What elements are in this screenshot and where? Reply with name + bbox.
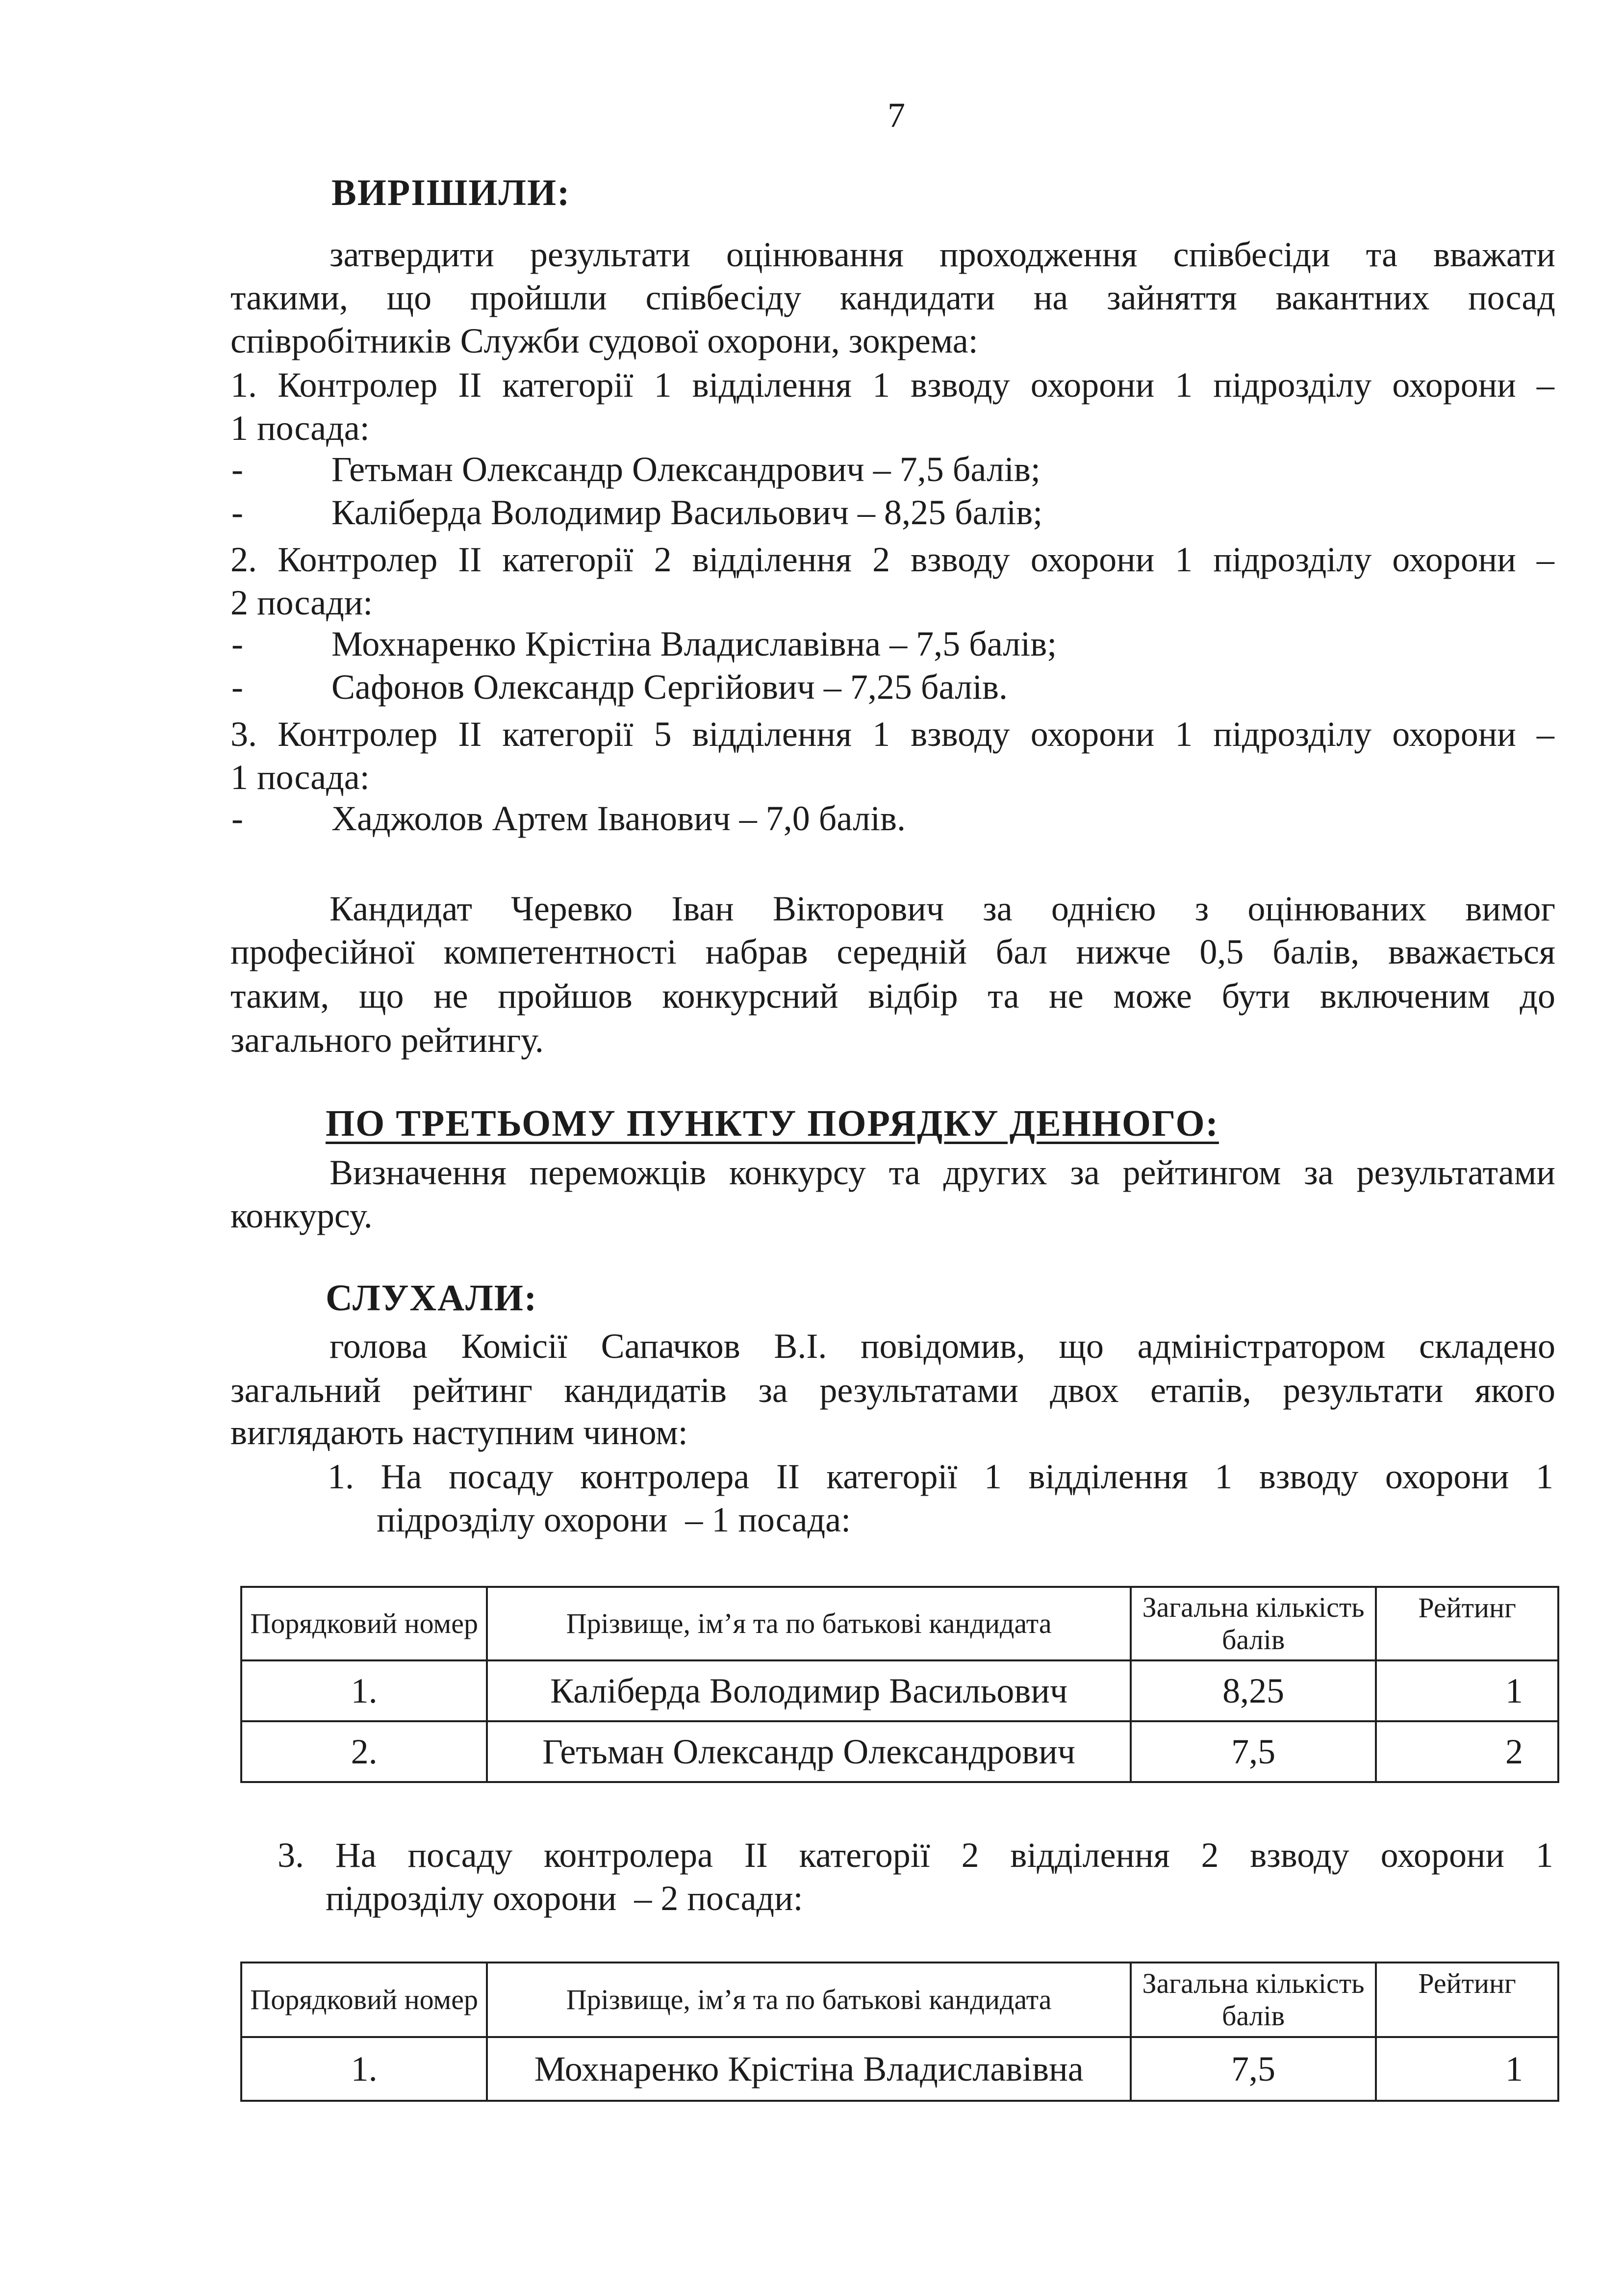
word: підрозділу [1213,540,1372,579]
word: Контролер [278,365,438,405]
row-name: Гетьман Олександр Олександрович [487,1721,1131,1782]
word: охорони [1385,1457,1509,1496]
header-cell-name: Прізвище, ім’я та по батькові кандидата [487,1963,1131,2037]
word: Визначення [330,1153,507,1192]
word: результати [1283,1371,1444,1410]
word: відбір [868,976,958,1016]
word: Іван [671,889,734,928]
row-score: 7,5 [1131,1721,1376,1782]
word: 2 [1201,1835,1219,1875]
header-cell-number: Порядковий номер [241,1587,487,1660]
word: взводу [1250,1835,1349,1875]
word: що [1059,1326,1104,1366]
word: 2. [230,540,257,579]
word: 1 [1175,540,1193,579]
row-rating: 1 [1376,2037,1558,2101]
position-2-title [230,537,1554,582]
word: ІІ [744,1835,768,1875]
word: вважати [1433,235,1555,274]
word: 1 [872,365,890,405]
row-number: 2. [241,1721,487,1782]
word: 1. [230,365,257,405]
word: посаду [407,1835,513,1875]
word: охорони [1380,1835,1505,1875]
word: 1 [872,714,890,754]
word: Сапачков [601,1326,740,1366]
word: взводу [911,365,1010,405]
word: охорони [1392,714,1516,754]
word: оцінювання [726,235,904,274]
word: загальний [230,1371,381,1410]
word: Черевко [511,889,633,928]
word: що [359,976,404,1016]
word: відділення [1028,1457,1188,1496]
word: категорії [799,1835,930,1875]
row-name: Каліберда Володимир Васильович [487,1660,1131,1721]
word: рейтинг [412,1371,533,1410]
word: На [335,1835,377,1875]
word: посаду [448,1457,554,1496]
word: Кандидат [330,889,472,928]
word: 1 [984,1457,1002,1496]
word: за [1304,1153,1334,1192]
position-1-candidate-2: Каліберда Володимир Васильович – 8,25 балів; [331,493,1043,532]
list-dash: - [231,799,243,838]
position-1-count: 1 посада: [230,408,370,448]
word: охорони [1392,365,1516,405]
third-item-line-1 [330,1150,1555,1195]
word: співбесіду [645,278,802,317]
word: за [758,1371,788,1410]
word: 3. [278,1835,304,1875]
word: підрозділу [1213,365,1372,405]
row-score: 7,5 [1131,2037,1376,2101]
word: відділення [692,714,852,754]
rating-block-1-subtitle: підрозділу охорони – 1 посада: [377,1500,851,1539]
word: категорії [502,540,634,579]
row-rating: 1 [1376,1660,1558,1721]
header-cell-score: Загальна кількість балів [1131,1587,1376,1660]
position-1-candidate-1: Гетьман Олександр Олександрович – 7,5 балів; [331,450,1040,489]
word: адміністратором [1137,1326,1386,1366]
word: вимог [1465,889,1555,928]
word: Комісії [461,1326,567,1366]
word: компетентності [443,932,677,971]
word: категорії [502,365,634,405]
third-item-heading: ПО ТРЕТЬОМУ ПУНКТУ ПОРЯДКУ ДЕННОГО: [326,1103,1219,1144]
word: В.І. [774,1326,827,1366]
word: етапів, [1150,1371,1251,1410]
word: контролера [544,1835,713,1875]
word: повідомив, [861,1326,1025,1366]
table-row [241,2037,1558,2101]
row-score: 8,25 [1131,1660,1376,1721]
word: бал [995,932,1047,971]
header-cell-name: Прізвище, ім’я та по батькові кандидата [487,1587,1131,1660]
position-2-count: 2 посади: [230,583,373,622]
word: двох [1050,1371,1119,1410]
row-number: 1. [241,1660,487,1721]
word: 3. [230,714,257,754]
word: ІІ [458,365,482,405]
word: бути [1221,976,1291,1016]
word: Контролер [278,714,438,754]
word: зайняття [1107,278,1237,317]
word: охорони [1030,540,1155,579]
word: – [1536,365,1554,405]
word: середній [837,932,967,971]
rating-block-1-title [328,1454,1553,1499]
word: результатами [1356,1153,1555,1192]
word: що [386,278,432,317]
word: на [1033,278,1068,317]
word: голова [330,1326,428,1366]
word: конкурсний [662,976,838,1016]
word: вважається [1388,932,1555,971]
table-row [241,1721,1558,1782]
word: рейтингом [1122,1153,1281,1192]
list-dash: - [231,450,243,489]
list-dash: - [231,667,243,707]
word: 1 [1175,365,1193,405]
word: – [1536,714,1554,754]
word: підрозділу [1213,714,1372,754]
word: Вікторович [772,889,944,928]
table-row [241,1660,1558,1721]
list-dash: - [231,624,243,663]
word: охорони [1030,714,1155,754]
word: співбесіди [1173,235,1330,274]
word: нижче [1076,932,1171,971]
word: такими, [230,278,348,317]
heard-line-3: виглядають наступним чином: [230,1413,688,1452]
word: пройшли [470,278,607,317]
word: 1 [654,365,672,405]
heard-line-1 [330,1324,1555,1368]
excluded-line-2 [230,930,1555,974]
position-3-title [230,712,1554,756]
word: взводу [911,714,1010,754]
word: переможців [529,1153,707,1192]
word: На [381,1457,422,1496]
header-cell-rating: Рейтинг [1376,1587,1558,1660]
word: не [433,976,468,1016]
word: набрав [705,932,808,971]
word: контролера [580,1457,750,1496]
header-cell-number: Порядковий номер [241,1963,487,2037]
word: таким, [230,976,330,1016]
position-1-title [230,363,1554,407]
word: кандидатів [564,1371,727,1410]
list-dash: - [231,493,243,532]
word: оцінюваних [1247,889,1427,928]
word: якого [1474,1371,1555,1410]
word: не [1049,976,1084,1016]
header-cell-rating: Рейтинг [1376,1963,1558,2037]
row-number: 1. [241,2037,487,2101]
decided-intro-line-3: співробітників Служби судової охорони, зокрема: [230,321,978,360]
word: 1 [1535,1457,1553,1496]
word: конкурсу [729,1153,866,1192]
word: категорії [502,714,634,754]
rating-block-2-subtitle: підрозділу охорони – 2 посади: [326,1879,803,1918]
word: 5 [654,714,672,754]
word: відділення [692,540,852,579]
header-cell-score: Загальна кількість балів [1131,1963,1376,2037]
word: балів, [1272,932,1360,971]
word: 1. [328,1457,354,1496]
word: до [1520,976,1555,1016]
word: складено [1419,1326,1555,1366]
word: 2 [872,540,890,579]
word: взводу [1259,1457,1359,1496]
table-header-row [241,1587,1558,1660]
excluded-line-3 [230,974,1555,1018]
position-3-count: 1 посада: [230,758,370,797]
word: 1 [1535,1835,1553,1875]
rating-block-2-title [278,1833,1553,1877]
decided-intro-line-1 [330,232,1555,277]
word: за [983,889,1013,928]
word: з [1194,889,1209,928]
excluded-line-4: загального рейтингу. [230,1020,544,1060]
word: охорони [1392,540,1516,579]
decided-heading: ВИРІШИЛИ: [331,172,571,213]
word: охорони [1030,365,1155,405]
word: результатами [819,1371,1018,1410]
word: посад [1468,278,1555,317]
word: результати [530,235,690,274]
word: та [1366,235,1398,274]
word: 2 [654,540,672,579]
word: за [1070,1153,1100,1192]
word: Контролер [278,540,438,579]
word: 2 [961,1835,979,1875]
word: взводу [911,540,1010,579]
word: ІІ [458,714,482,754]
word: 0,5 [1199,932,1244,971]
rating-table-2 [240,1962,1559,2102]
word: та [888,1153,920,1192]
rating-table-1 [240,1586,1559,1783]
word: включеним [1320,976,1490,1016]
word: категорії [826,1457,958,1496]
word: вакантних [1275,278,1430,317]
word: однією [1051,889,1156,928]
word: відділення [1010,1835,1170,1875]
position-2-candidate-2: Сафонов Олександр Сергійович – 7,25 балів. [331,667,1008,707]
decided-intro-line-2 [230,276,1555,320]
word: затвердити [330,235,494,274]
word: та [988,976,1019,1016]
word: проходження [939,235,1138,274]
table-header-row [241,1963,1558,2037]
row-rating: 2 [1376,1721,1558,1782]
word: 1 [1215,1457,1233,1496]
heard-line-2 [230,1368,1555,1412]
word: – [1536,540,1554,579]
position-3-candidate-1: Хаджолов Артем Іванович – 7,0 балів. [331,799,906,838]
word: других [943,1153,1047,1192]
word: ІІ [776,1457,800,1496]
word: може [1113,976,1192,1016]
heard-heading: СЛУХАЛИ: [326,1277,538,1319]
word: ІІ [458,540,482,579]
word: кандидати [839,278,995,317]
page-number: 7 [888,96,905,135]
excluded-line-1 [330,887,1555,931]
word: відділення [692,365,852,405]
row-name: Мохнаренко Крістіна Владиславівна [487,2037,1131,2101]
third-item-line-2: конкурсу. [230,1196,373,1235]
word: професійної [230,932,415,971]
position-2-candidate-1: Мохнаренко Крістіна Владиславівна – 7,5 балів; [331,624,1057,663]
word: пройшов [498,976,633,1016]
word: 1 [1175,714,1193,754]
